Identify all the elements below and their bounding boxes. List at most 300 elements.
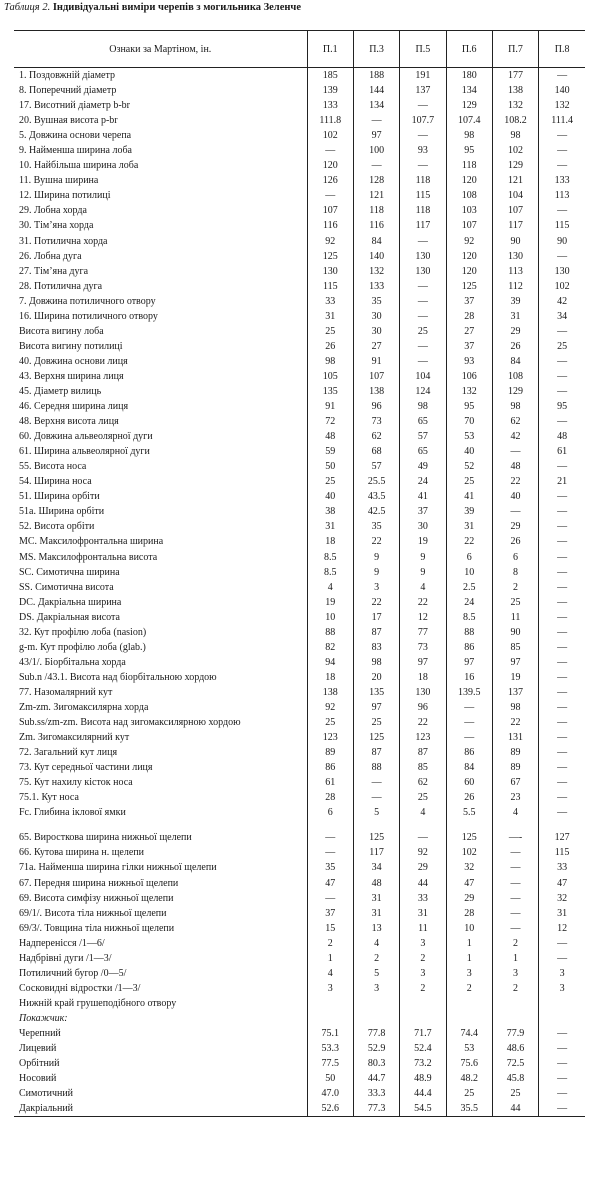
cell-value: — bbox=[539, 685, 585, 700]
cell-value: 120 bbox=[446, 173, 492, 188]
table-row bbox=[14, 83, 585, 98]
row-label: 73. Кут середньої частини лиця bbox=[19, 762, 153, 774]
cell-value: 135 bbox=[307, 384, 353, 399]
cell-value: 35 bbox=[353, 294, 399, 309]
table-row bbox=[14, 745, 585, 760]
cell-value: — bbox=[539, 595, 585, 610]
cell-value: 100 bbox=[353, 143, 399, 158]
cell-value: 65 bbox=[400, 444, 446, 459]
row-label: 10. Найбільша ширина лоба bbox=[19, 160, 139, 172]
cell-value: — bbox=[492, 444, 538, 459]
cell-value bbox=[353, 996, 399, 1011]
cell-value: 53.3 bbox=[307, 1041, 353, 1056]
table-row bbox=[14, 565, 585, 580]
cell-value: 102 bbox=[492, 143, 538, 158]
cell-value: 29 bbox=[446, 891, 492, 906]
cell-value: 31 bbox=[353, 906, 399, 921]
cell-value: 4 bbox=[307, 580, 353, 595]
cell-value: 144 bbox=[353, 83, 399, 98]
cell-value bbox=[492, 1011, 538, 1026]
row-label: 11. Вушна ширина bbox=[19, 175, 99, 187]
cell-value: 67 bbox=[492, 775, 538, 790]
cell-value: — bbox=[353, 158, 399, 173]
row-label: Sub.ss/zm-zm. Висота над зигомаксилярною хордою bbox=[19, 717, 241, 729]
cell-value: 89 bbox=[492, 745, 538, 760]
row-label: 29. Лобна хорда bbox=[19, 205, 87, 217]
cell-value: 37 bbox=[307, 906, 353, 921]
cell-value: 54.5 bbox=[400, 1101, 446, 1117]
row-label: 75.1. Кут носа bbox=[19, 792, 79, 804]
cell-value: 72.5 bbox=[492, 1056, 538, 1071]
cell-value: 97 bbox=[353, 700, 399, 715]
cell-value: — bbox=[539, 519, 585, 534]
cell-value bbox=[492, 996, 538, 1011]
cell-value: 34 bbox=[539, 309, 585, 324]
cell-value: 61 bbox=[539, 444, 585, 459]
cell-value: 77.9 bbox=[492, 1026, 538, 1041]
row-label: 1. Поздовжній діаметр bbox=[19, 70, 115, 82]
table-row bbox=[14, 369, 585, 384]
table-row bbox=[14, 760, 585, 775]
cell-value: 10 bbox=[307, 610, 353, 625]
cell-value: 132 bbox=[492, 98, 538, 113]
cell-value: 102 bbox=[539, 279, 585, 294]
table-row bbox=[14, 875, 585, 890]
cell-value: 48 bbox=[307, 429, 353, 444]
table-row bbox=[14, 203, 585, 218]
cell-value: 85 bbox=[400, 760, 446, 775]
header-feature: Ознаки за Мартіном, ін. bbox=[14, 31, 307, 68]
cell-value: — bbox=[539, 936, 585, 951]
cell-value: — bbox=[539, 1071, 585, 1086]
cell-value: 29 bbox=[400, 860, 446, 875]
table-row bbox=[14, 640, 585, 655]
row-label: 51. Ширина орбіти bbox=[19, 491, 100, 503]
cell-value: 125 bbox=[307, 249, 353, 264]
cell-value: 84 bbox=[492, 354, 538, 369]
cell-value: — bbox=[400, 234, 446, 249]
cell-value: 125 bbox=[446, 830, 492, 845]
cell-value: 90 bbox=[539, 234, 585, 249]
cell-value: 138 bbox=[492, 83, 538, 98]
cell-value: 43.5 bbox=[353, 489, 399, 504]
cell-value: 31 bbox=[307, 519, 353, 534]
table-row bbox=[14, 218, 585, 233]
cell-value: 30 bbox=[353, 324, 399, 339]
cell-value: 117 bbox=[353, 845, 399, 860]
cell-value: 130 bbox=[539, 264, 585, 279]
cell-value: — bbox=[539, 1101, 585, 1117]
cell-value: 49 bbox=[400, 459, 446, 474]
cell-value: 8 bbox=[492, 565, 538, 580]
cell-value: 18 bbox=[307, 534, 353, 549]
table-row bbox=[14, 1071, 585, 1086]
cell-value: 77 bbox=[400, 625, 446, 640]
cell-value: — bbox=[539, 640, 585, 655]
cell-value: 90 bbox=[492, 234, 538, 249]
cell-value: 12 bbox=[539, 921, 585, 936]
row-label: 12. Ширина потилиці bbox=[19, 190, 111, 202]
cell-value bbox=[539, 996, 585, 1011]
cell-value: 60 bbox=[446, 775, 492, 790]
cell-value: 104 bbox=[400, 369, 446, 384]
cell-value: 48.9 bbox=[400, 1071, 446, 1086]
cell-value: 1 bbox=[446, 936, 492, 951]
cell-value: 107.7 bbox=[400, 113, 446, 128]
cell-value: 120 bbox=[446, 264, 492, 279]
cell-value: — bbox=[539, 700, 585, 715]
header-skull-8: П.8 bbox=[539, 31, 585, 68]
row-label: Потиличний бугор /0—5/ bbox=[19, 967, 127, 979]
cell-value: 120 bbox=[446, 249, 492, 264]
cell-value bbox=[539, 820, 585, 830]
cell-value: 22 bbox=[353, 534, 399, 549]
cell-value: — bbox=[539, 143, 585, 158]
row-label: 43/1/. Біорбітальна хорда bbox=[19, 656, 126, 668]
table-row bbox=[14, 981, 585, 996]
cell-value: 48 bbox=[539, 429, 585, 444]
cell-value: 113 bbox=[539, 188, 585, 203]
cell-value: 24 bbox=[400, 474, 446, 489]
cell-value: 117 bbox=[492, 218, 538, 233]
cell-value: 47 bbox=[446, 875, 492, 890]
cell-value: — bbox=[539, 68, 585, 84]
row-label: 32. Кут профілю лоба (nasion) bbox=[19, 626, 147, 638]
cell-value: 118 bbox=[353, 203, 399, 218]
row-label: 5. Довжина основи черепа bbox=[19, 130, 132, 142]
cell-value: 31 bbox=[492, 309, 538, 324]
table-row bbox=[14, 1041, 585, 1056]
cell-value: 48.6 bbox=[492, 1041, 538, 1056]
table-row bbox=[14, 775, 585, 790]
cell-value: 33 bbox=[539, 860, 585, 875]
cell-value: 34 bbox=[353, 860, 399, 875]
cell-value: 3 bbox=[353, 580, 399, 595]
cell-value: 48.2 bbox=[446, 1071, 492, 1086]
cell-value: 25 bbox=[400, 790, 446, 805]
cell-value: — bbox=[539, 1056, 585, 1071]
cell-value: 42.5 bbox=[353, 504, 399, 519]
cell-value: 25 bbox=[307, 324, 353, 339]
cell-value: 185 bbox=[307, 68, 353, 84]
row-label: 52. Висота орбіти bbox=[19, 521, 95, 533]
cell-value: — bbox=[539, 203, 585, 218]
cell-value: 25 bbox=[446, 474, 492, 489]
cell-value: 98 bbox=[307, 354, 353, 369]
cell-value: 29 bbox=[492, 519, 538, 534]
cell-value: 74.4 bbox=[446, 1026, 492, 1041]
cell-value: 8.5 bbox=[446, 610, 492, 625]
table-row bbox=[14, 1026, 585, 1041]
cell-value: 77.3 bbox=[353, 1101, 399, 1117]
cell-value: 131 bbox=[492, 730, 538, 745]
caption-title: Індивідуальні виміри черепів з могильника Зеленче bbox=[52, 2, 301, 13]
cell-value: 132 bbox=[446, 384, 492, 399]
cell-value: 27 bbox=[446, 324, 492, 339]
cell-value: 11 bbox=[492, 610, 538, 625]
cell-value: — bbox=[539, 324, 585, 339]
cell-value: — bbox=[539, 249, 585, 264]
cell-value: 44 bbox=[400, 875, 446, 890]
cell-value: 3 bbox=[539, 966, 585, 981]
row-label: SC. Симотична ширина bbox=[19, 566, 120, 578]
cell-value: 2 bbox=[446, 981, 492, 996]
row-label: DS. Дакріальная висота bbox=[19, 611, 120, 623]
cell-value: 6 bbox=[492, 550, 538, 565]
cell-value bbox=[307, 820, 353, 830]
cell-value: 137 bbox=[400, 83, 446, 98]
table-row bbox=[14, 414, 585, 429]
cell-value: 115 bbox=[539, 845, 585, 860]
cell-value: 72 bbox=[307, 414, 353, 429]
cell-value: 29 bbox=[492, 324, 538, 339]
cell-value: 2 bbox=[492, 936, 538, 951]
table-row bbox=[14, 384, 585, 399]
cell-value: 115 bbox=[307, 279, 353, 294]
cell-value: 19 bbox=[492, 670, 538, 685]
cell-value: 180 bbox=[446, 68, 492, 84]
cell-value: — bbox=[539, 459, 585, 474]
cell-value: 134 bbox=[353, 98, 399, 113]
cell-value: 31 bbox=[307, 309, 353, 324]
table-row bbox=[14, 625, 585, 640]
cell-value: — bbox=[400, 279, 446, 294]
table-row bbox=[14, 1086, 585, 1101]
cell-value: 11 bbox=[400, 921, 446, 936]
cell-value: 25.5 bbox=[353, 474, 399, 489]
table-row bbox=[14, 173, 585, 188]
row-label: 72. Загальний кут лиця bbox=[19, 747, 118, 759]
table-row bbox=[14, 264, 585, 279]
cell-value: 42 bbox=[492, 429, 538, 444]
header-skull-1: П.1 bbox=[307, 31, 353, 68]
table-row bbox=[14, 324, 585, 339]
cell-value: — bbox=[539, 951, 585, 966]
cell-value: 2 bbox=[400, 951, 446, 966]
cell-value: 40 bbox=[446, 444, 492, 459]
cell-value: 2 bbox=[492, 580, 538, 595]
row-label: g-m. Кут профілю лоба (glab.) bbox=[19, 641, 146, 653]
cell-value: — bbox=[539, 715, 585, 730]
row-label: MC. Максилофронтальна ширина bbox=[19, 536, 164, 548]
table-row bbox=[14, 595, 585, 610]
cell-value: — bbox=[446, 715, 492, 730]
cell-value: 102 bbox=[307, 128, 353, 143]
cell-value: 87 bbox=[353, 625, 399, 640]
cell-value: 98 bbox=[446, 128, 492, 143]
row-label: 7. Довжина потиличного отвору bbox=[19, 295, 156, 307]
cell-value: 19 bbox=[307, 595, 353, 610]
cell-value: 37 bbox=[446, 294, 492, 309]
cell-value: 26 bbox=[446, 790, 492, 805]
cell-value: — bbox=[400, 294, 446, 309]
cell-value: — bbox=[539, 369, 585, 384]
table-caption bbox=[4, 2, 301, 13]
cell-value: 129 bbox=[492, 384, 538, 399]
cell-value: 80.3 bbox=[353, 1056, 399, 1071]
cell-value: 68 bbox=[353, 444, 399, 459]
cell-value: 37 bbox=[400, 504, 446, 519]
cell-value: 88 bbox=[353, 760, 399, 775]
cell-value: 26 bbox=[492, 339, 538, 354]
cell-value: 21 bbox=[539, 474, 585, 489]
row-label: 48. Верхня висота лиця bbox=[19, 416, 119, 428]
cell-value: 132 bbox=[353, 264, 399, 279]
row-label: SS. Симотична висота bbox=[19, 581, 114, 593]
cell-value: 85 bbox=[492, 640, 538, 655]
table-row bbox=[14, 700, 585, 715]
cell-value: 2 bbox=[400, 981, 446, 996]
cell-value: 107 bbox=[353, 369, 399, 384]
cell-value: 9 bbox=[400, 565, 446, 580]
row-label: 46. Середня ширина лиця bbox=[19, 401, 129, 413]
cell-value: — bbox=[492, 504, 538, 519]
cell-value: 97 bbox=[492, 655, 538, 670]
row-label: 20. Вушная висота p-br bbox=[19, 115, 118, 127]
cell-value: 115 bbox=[539, 218, 585, 233]
cell-value: 44.4 bbox=[400, 1086, 446, 1101]
cell-value: 52 bbox=[446, 459, 492, 474]
cell-value: 3 bbox=[307, 981, 353, 996]
cell-value: 130 bbox=[492, 249, 538, 264]
cell-value: 53 bbox=[446, 429, 492, 444]
cell-value: — bbox=[539, 1041, 585, 1056]
cell-value: 73.2 bbox=[400, 1056, 446, 1071]
cell-value: 32 bbox=[446, 860, 492, 875]
table-row bbox=[14, 790, 585, 805]
cell-value: — bbox=[307, 891, 353, 906]
cell-value: 129 bbox=[492, 158, 538, 173]
cell-value: 115 bbox=[400, 188, 446, 203]
cell-value: 12 bbox=[400, 610, 446, 625]
cell-value: 140 bbox=[353, 249, 399, 264]
row-label: 45. Діаметр вилиць bbox=[19, 386, 102, 397]
row-label: Дакріальний bbox=[14, 1101, 307, 1117]
cell-value: — bbox=[400, 309, 446, 324]
cell-value: 98 bbox=[492, 399, 538, 414]
cell-value: 33 bbox=[307, 294, 353, 309]
cell-value: — bbox=[400, 830, 446, 845]
cell-value: 40 bbox=[492, 489, 538, 504]
row-label: Лицевий bbox=[19, 1043, 57, 1055]
cell-value: 94 bbox=[307, 655, 353, 670]
cell-value: 86 bbox=[307, 760, 353, 775]
cell-value: — bbox=[539, 625, 585, 640]
cell-value: 98 bbox=[400, 399, 446, 414]
cell-value: 8.5 bbox=[307, 550, 353, 565]
cell-value: 22 bbox=[400, 595, 446, 610]
cell-value bbox=[492, 820, 538, 830]
cell-value: 127 bbox=[539, 830, 585, 845]
cell-value: 92 bbox=[307, 700, 353, 715]
cell-value: 57 bbox=[400, 429, 446, 444]
cell-value: 22 bbox=[400, 715, 446, 730]
cell-value: 124 bbox=[400, 384, 446, 399]
cell-value bbox=[307, 1011, 353, 1026]
cell-value: 1 bbox=[307, 951, 353, 966]
cell-value: 57 bbox=[353, 459, 399, 474]
header-skull-5: П.5 bbox=[400, 31, 446, 68]
cell-value: 50 bbox=[307, 1071, 353, 1086]
row-label: 60. Довжина альвеолярної дуги bbox=[19, 431, 153, 443]
cell-value: 33 bbox=[400, 891, 446, 906]
cell-value: 138 bbox=[307, 685, 353, 700]
cell-value: 3 bbox=[400, 936, 446, 951]
row-label: Симотичний bbox=[19, 1088, 74, 1100]
cell-value: — bbox=[353, 775, 399, 790]
cell-value: 2.5 bbox=[446, 580, 492, 595]
cell-value: 105 bbox=[307, 369, 353, 384]
row-label bbox=[14, 820, 307, 830]
cell-value: — bbox=[446, 730, 492, 745]
table-row bbox=[14, 128, 585, 143]
cell-value: 91 bbox=[307, 399, 353, 414]
cell-value: 97 bbox=[446, 655, 492, 670]
cell-value: 112 bbox=[492, 279, 538, 294]
cell-value: 4 bbox=[353, 936, 399, 951]
cell-value bbox=[353, 820, 399, 830]
cell-value: 26 bbox=[307, 339, 353, 354]
cell-value: — bbox=[539, 1026, 585, 1041]
cell-value: — bbox=[539, 414, 585, 429]
table-row bbox=[14, 830, 585, 845]
cell-value: 71.7 bbox=[400, 1026, 446, 1041]
cell-value: 92 bbox=[400, 845, 446, 860]
cell-value: — bbox=[539, 670, 585, 685]
cell-value: 47 bbox=[539, 875, 585, 890]
cell-value: 31 bbox=[400, 906, 446, 921]
row-label: Надбрівні дуги /1—3/ bbox=[19, 952, 112, 964]
cell-value: 25 bbox=[539, 339, 585, 354]
cell-value: 16 bbox=[446, 670, 492, 685]
cell-value: 45.8 bbox=[492, 1071, 538, 1086]
cell-value: 97 bbox=[353, 128, 399, 143]
table-row bbox=[14, 294, 585, 309]
cell-value: 6 bbox=[307, 805, 353, 820]
cell-value: 118 bbox=[400, 203, 446, 218]
cell-value: 5.5 bbox=[446, 805, 492, 820]
cell-value: 130 bbox=[307, 264, 353, 279]
cell-value: 77.8 bbox=[353, 1026, 399, 1041]
cell-value: — bbox=[446, 700, 492, 715]
measurements-table bbox=[14, 30, 585, 1117]
table-row bbox=[14, 399, 585, 414]
cell-value: —- bbox=[492, 830, 538, 845]
row-label: 8. Поперечний діаметр bbox=[19, 85, 117, 97]
cell-value: 107 bbox=[307, 203, 353, 218]
cell-value: 25 bbox=[400, 324, 446, 339]
cell-value: 37 bbox=[446, 339, 492, 354]
cell-value: 116 bbox=[353, 218, 399, 233]
cell-value: 62 bbox=[492, 414, 538, 429]
table-row bbox=[14, 550, 585, 565]
row-label: 69/1/. Висота тіла нижньої щелепи bbox=[19, 907, 167, 919]
row-label: Висота вигину лоба bbox=[19, 325, 104, 337]
cell-value: 31 bbox=[539, 906, 585, 921]
cell-value: 42 bbox=[539, 294, 585, 309]
cell-value: 22 bbox=[353, 595, 399, 610]
row-label: Sub.n /43.1. Висота над біорбітальною хордою bbox=[19, 671, 217, 683]
table-row bbox=[14, 891, 585, 906]
table-row bbox=[14, 685, 585, 700]
cell-value: 84 bbox=[353, 234, 399, 249]
cell-value: 88 bbox=[307, 625, 353, 640]
cell-value bbox=[400, 820, 446, 830]
cell-value: 30 bbox=[400, 519, 446, 534]
row-label: 16. Ширина потиличного отвору bbox=[19, 310, 158, 322]
cell-value: 50 bbox=[307, 459, 353, 474]
cell-value: 125 bbox=[446, 279, 492, 294]
